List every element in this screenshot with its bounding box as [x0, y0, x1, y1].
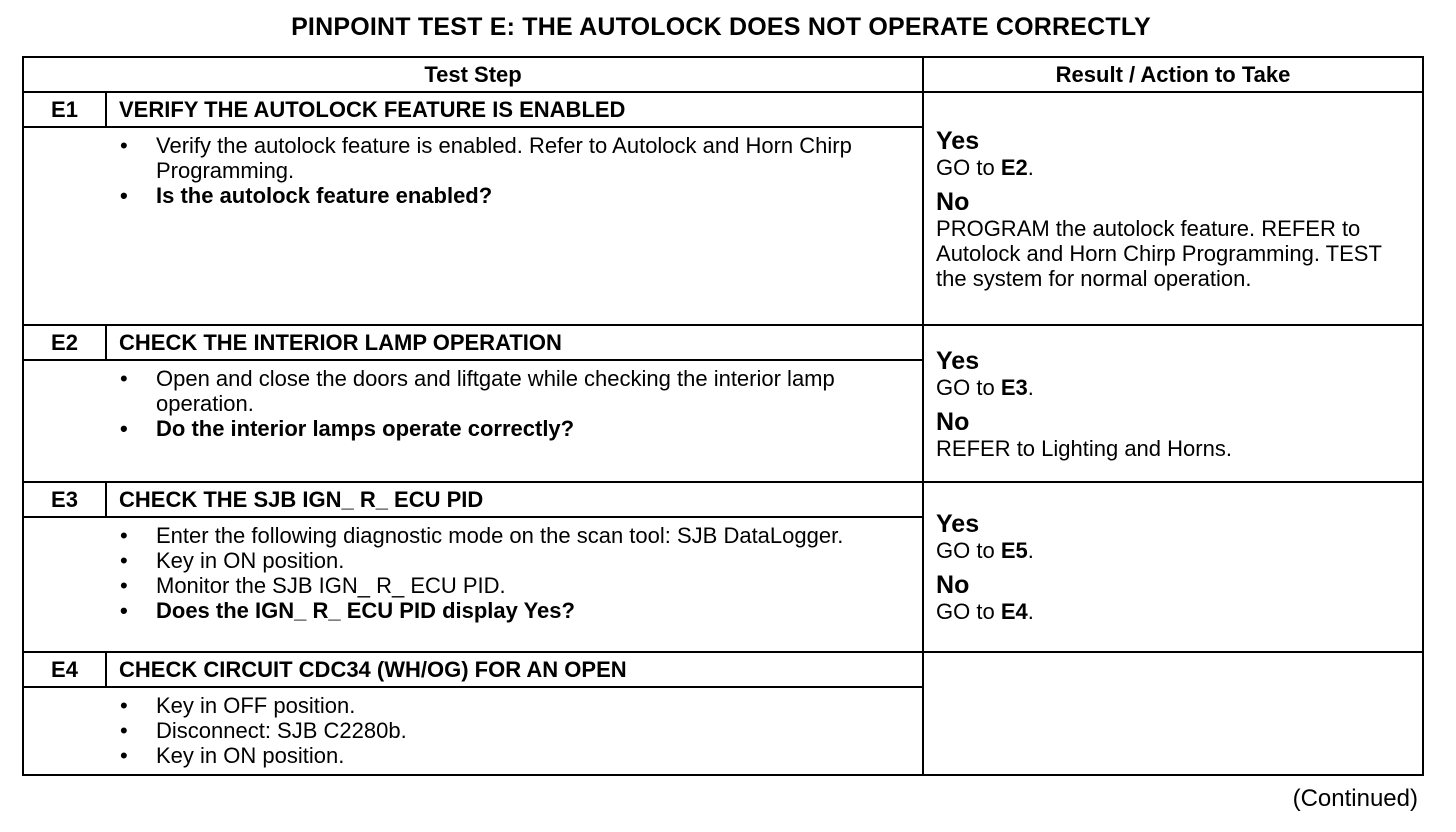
step-id-spacer: [23, 687, 106, 775]
step-e4-body: [106, 687, 923, 775]
yes-label: Yes: [936, 510, 980, 538]
step-heading: VERIFY THE AUTOLOCK FEATURE IS ENABLED: [106, 92, 923, 127]
step-id: E1: [23, 92, 106, 127]
bullet-item: • Disconnect: SJB C2280b.: [120, 718, 912, 743]
header-test-step: Test Step: [23, 57, 923, 92]
yes-action: GO to E5.: [936, 538, 1034, 563]
step-e3-heading-row: [23, 482, 1423, 517]
bullet-item: • Monitor the SJB IGN_ R_ ECU PID.: [120, 573, 912, 598]
goto-target: E2: [1000, 154, 1028, 180]
step-id: E3: [23, 482, 106, 517]
bullet-item: • Key in ON position.: [120, 548, 912, 573]
yes-action: GO to E3.: [936, 374, 1034, 400]
header-result-action: Result / Action to Take: [923, 57, 1423, 92]
no-label: No: [936, 407, 970, 436]
step-bullets: [106, 518, 922, 629]
yes-label: Yes: [936, 346, 980, 375]
goto-target: E3: [1000, 374, 1028, 400]
step-bullets: [106, 361, 922, 451]
step-heading: CHECK THE SJB IGN_ R_ ECU PID: [106, 482, 923, 517]
bullet-question: • Does the IGN_ R_ ECU PID display Yes?: [120, 598, 912, 623]
step-heading: CHECK THE INTERIOR LAMP OPERATION: [106, 325, 923, 360]
bullet-item: • Open and close the doors and liftgate while checking the interior lamp operation.: [120, 366, 912, 416]
step-bullets: [106, 128, 922, 218]
pinpoint-test-table: [22, 56, 1424, 776]
yes-label: Yes: [936, 126, 980, 155]
step-e4-heading-row: [23, 652, 1423, 687]
bullet-question: • Do the interior lamps operate correctly?: [120, 416, 912, 441]
goto-target: E5: [1000, 538, 1028, 563]
step-e1-body: [106, 127, 923, 325]
bullet-item: • Key in ON position.: [120, 743, 912, 768]
step-id-spacer: [23, 360, 106, 482]
no-action: PROGRAM the autolock feature. REFER to Autolock and Horn Chirp Programming. TEST the system for normal operation.: [936, 215, 1382, 291]
goto-target: E4: [1000, 599, 1028, 624]
step-id: E4: [23, 652, 106, 687]
bullet-item: • Verify the autolock feature is enabled. Refer to Autolock and Horn Chirp Programming.: [120, 133, 912, 183]
bullet-item: • Key in OFF position.: [120, 693, 912, 718]
bullet-question: • Is the autolock feature enabled?: [120, 183, 912, 208]
step-id: E2: [23, 325, 106, 360]
step-id-spacer: [23, 127, 106, 325]
table-header-row: [23, 57, 1423, 92]
page-title: PINPOINT TEST E: THE AUTOLOCK DOES NOT OPERATE CORRECTLY: [291, 13, 1151, 41]
bullet-item: • Enter the following diagnostic mode on the scan tool: SJB DataLogger.: [120, 523, 912, 548]
step-e3-result: [923, 482, 1423, 652]
step-e2-heading-row: [23, 325, 1423, 360]
step-e1-result: [923, 92, 1423, 325]
step-e4-result: [923, 652, 1423, 775]
step-e2-body: [106, 360, 923, 482]
continued-label: (Continued): [1292, 785, 1418, 812]
step-e1-heading-row: [23, 92, 1423, 127]
yes-action: GO to E2.: [936, 154, 1034, 180]
step-id-spacer: [23, 517, 106, 652]
no-action: GO to E4.: [936, 599, 1034, 624]
no-action: REFER to Lighting and Horns.: [936, 435, 1232, 461]
step-e2-result: [923, 325, 1423, 482]
no-label: No: [936, 187, 970, 216]
no-label: No: [936, 571, 970, 599]
step-e3-body: [106, 517, 923, 652]
step-bullets: [106, 688, 922, 774]
step-heading: CHECK CIRCUIT CDC34 (WH/OG) FOR AN OPEN: [106, 652, 923, 687]
